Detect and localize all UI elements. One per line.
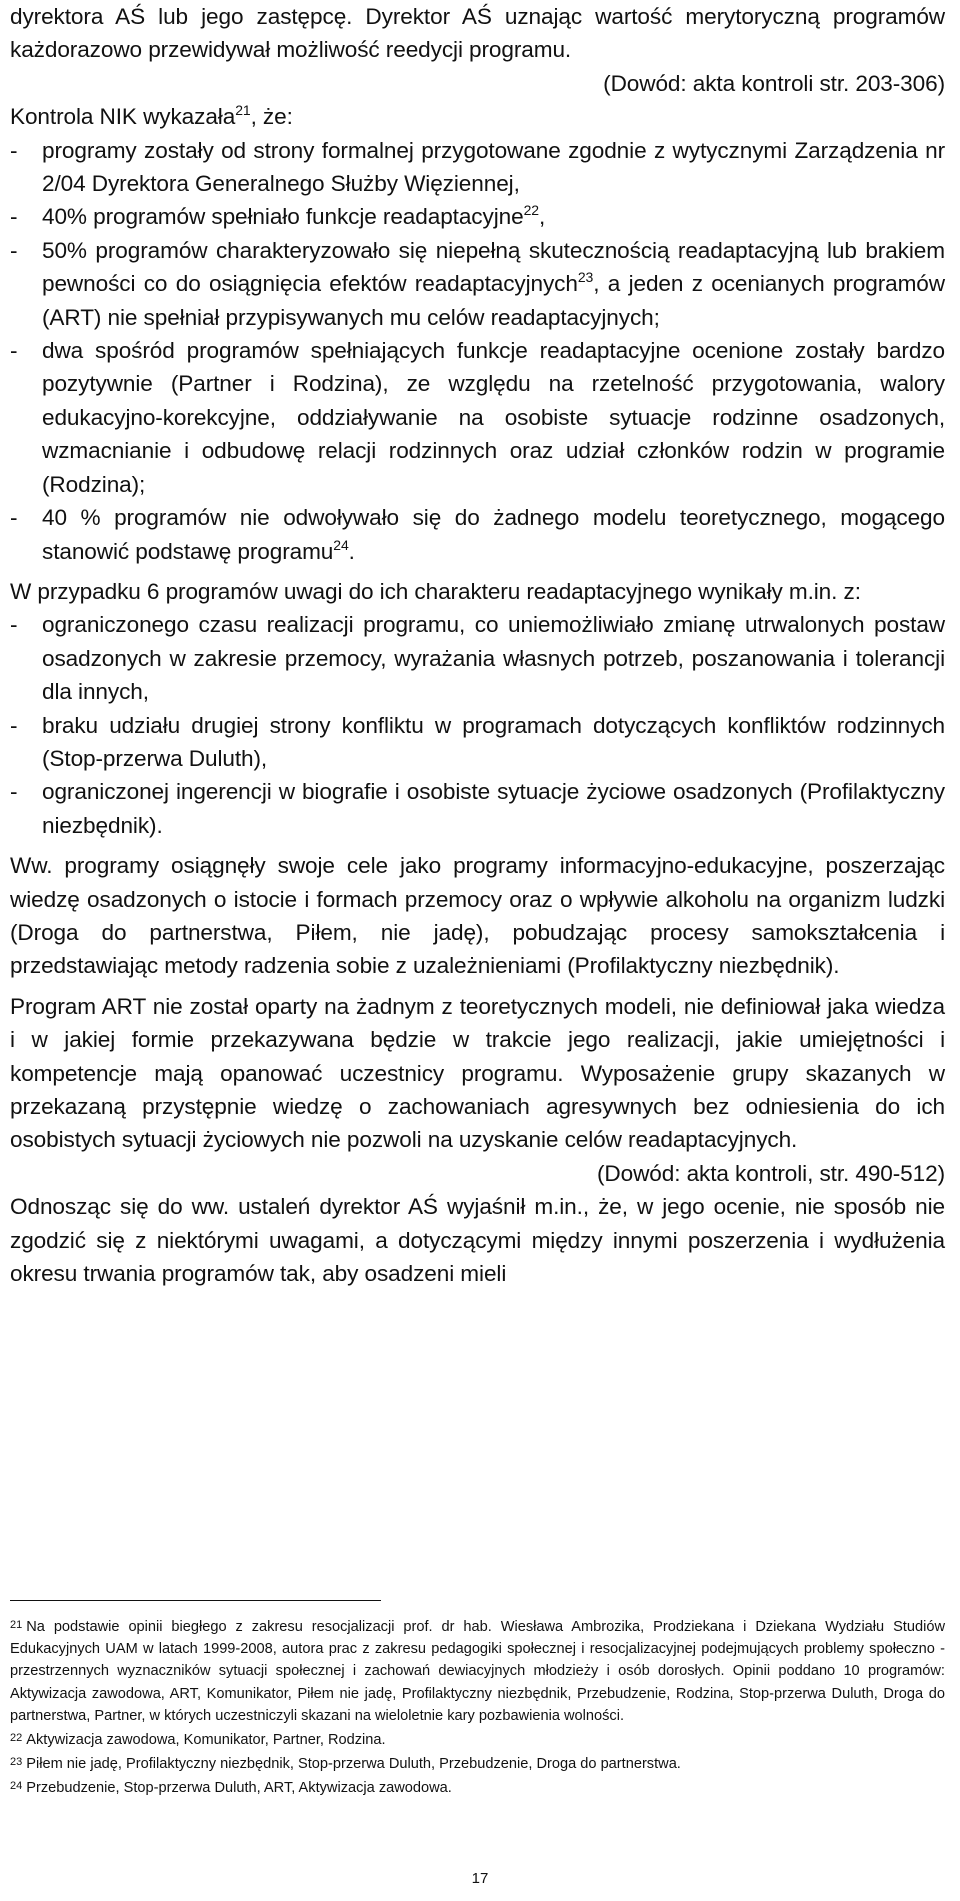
- paragraph-programs-goals: Ww. programy osiągnęły swoje cele jako programy informacyjno-edukacyjne, poszerzając wiedzę osadzonych o istocie i formach przemocy oraz o wpływie alkoholu na organizm ludzki (Droga do partnerstwa, Piłem, nie jadę), pobudzając procesy samokształcenia i przedstawiając metody radzenia sobie z uzależnieniami (Profilaktyczny niezbędnik).: [10, 853, 945, 979]
- footnote-21: $^{21}$ Na podstawie opinii biegłego z zakresu resocjalizacji prof. dr hab. Wiesława Ambrozika, Prodziekana i Dziekana Wydziału Studiów Edukacyjnych UAM w latach 1999-2008, autora prac z zakresu pedagogiki społecznej i resocjalizacyjnej podejmujących problemy społeczno - przestrzennych wyznaczników sytuacji społecznej i zachowań dewiacyjnych młodzieży i osób dorosłych. Opinii poddano 10 programów: Aktywizacja zawodowa, ART, Komunikator, Piłem nie jadę, Profilaktyczny niezbędnik, Przebudzenie, Rodzina, Stop-przerwa Duluth, Droga do partnerstwa, Partner, w których uczestniczyli skazani na wieloletnie kary pozbawienia wolności.: [10, 1619, 945, 1724]
- footnotes: [10, 1614, 945, 1800]
- page-number: 17: [471, 1870, 489, 1887]
- footnote-22: $^{22}$ Aktywizacja zawodowa, Komunikator, Partner, Rodzina.: [10, 1732, 386, 1749]
- evidence-reference: (Dowód: akta kontroli str. 203-306): [603, 70, 945, 96]
- paragraph-remarks-intro: W przypadku 6 programów uwagi do ich charakteru readaptacyjnego wynikały m.in. z:: [10, 578, 861, 604]
- list-item: - braku udziału drugiej strony konfliktu w programach dotyczących konfliktów rodzinnych (Stop-przerwa Duluth),: [10, 712, 945, 771]
- paragraph-art-program: Program ART nie został oparty na żadnym z teoretycznych modeli, nie definiował jaka wiedza i w jakiej formie przekazywana będzie w trakcie jego realizacji, jakie umiejętności i kompetencje mają opanować uczestnicy programu. Wyposażenie grupy skazanych w przekazaną przystępnie wiedzę o zachowaniach agresywnych bez odniesienia do ich osobistych sytuacji życiowych nie pozwoli na uzyskanie celów readaptacyjnych.: [10, 993, 945, 1153]
- paragraph-findings-intro: Kontrola NIK wykazała$^{21}$, że:: [10, 102, 293, 130]
- list-item: - ograniczonej ingerencji w biografie i osobiste sytuacje życiowe osadzonych (Profilaktyczny niezbędnik).: [10, 779, 945, 838]
- footnote-ref-22[interactable]: 22: [523, 202, 539, 219]
- list-item: - 40% programów spełniało funkcje readaptacyjne$^{22}$,: [10, 202, 546, 230]
- list-item: - 50% programów charakteryzowało się niepełną skutecznością readaptacyjną lub brakiem pewności co do osiągnięcia efektów readaptacyjnych$^{23}$, a jeden z ocenianych programów (ART) nie spełniał przypisywanych mu celów readaptacyjnych;: [10, 237, 945, 330]
- paragraph-director-response: Odnosząc się do ww. ustaleń dyrektor AŚ wyjaśnił m.in., że, w jego ocenie, nie sposób nie zgodzić się z niektórymi uwagami, a dotyczącymi między innymi poszerzenia i wydłużenia okresu trwania programów tak, aby osadzeni mieli: [10, 1194, 945, 1287]
- footnote-separator: [10, 1600, 381, 1601]
- footnote-23: $^{23}$ Piłem nie jadę, Profilaktyczny niezbędnik, Stop-przerwa Duluth, Przebudzenie, Droga do partnerstwa.: [10, 1756, 681, 1773]
- footnote-24: $^{24}$ Przebudzenie, Stop-przerwa Duluth, ART, Aktywizacja zawodowa.: [10, 1780, 452, 1797]
- list-item: - dwa spośród programów spełniających funkcje readaptacyjne ocenione zostały bardzo pozytywnie (Partner i Rodzina), ze względu na rzetelność przygotowania, walory edukacyjno-korekcyjne, oddziaływanie na osobiste sytuacje rodzinne osadzonych, wzmacnianie i odbudowę relacji rodzinnych oraz udział członków rodzin w programie (Rodzina);: [10, 338, 945, 497]
- paragraph-continuation: dyrektora AŚ lub jego zastępcę. Dyrektor AŚ uznając wartość merytoryczną programów każdorazowo przewidywał możliwość reedycji programu.: [10, 4, 945, 63]
- main-text: [10, 0, 945, 1290]
- evidence-reference: (Dowód: akta kontroli, str. 490-512): [596, 1160, 945, 1186]
- footnote-ref-23[interactable]: 23: [577, 269, 594, 286]
- list-item: - 40 % programów nie odwoływało się do żadnego modelu teoretycznego, mogącego stanowić podstawę programu$^{24}$.: [10, 505, 945, 564]
- footnote-ref-21[interactable]: 21: [235, 102, 251, 119]
- list-item: - programy zostały od strony formalnej przygotowane zgodnie z wytycznymi Zarządzenia nr 2/04 Dyrektora Generalnego Służby Więziennej,: [10, 137, 945, 197]
- footnote-ref-24[interactable]: 24: [333, 536, 349, 553]
- list-item: - ograniczonego czasu realizacji programu, co uniemożliwiało zmianę utrwalonych postaw osadzonych w zakresie przemocy, wyrażania własnych potrzeb, poszanowania i tolerancji dla innych,: [10, 612, 945, 705]
